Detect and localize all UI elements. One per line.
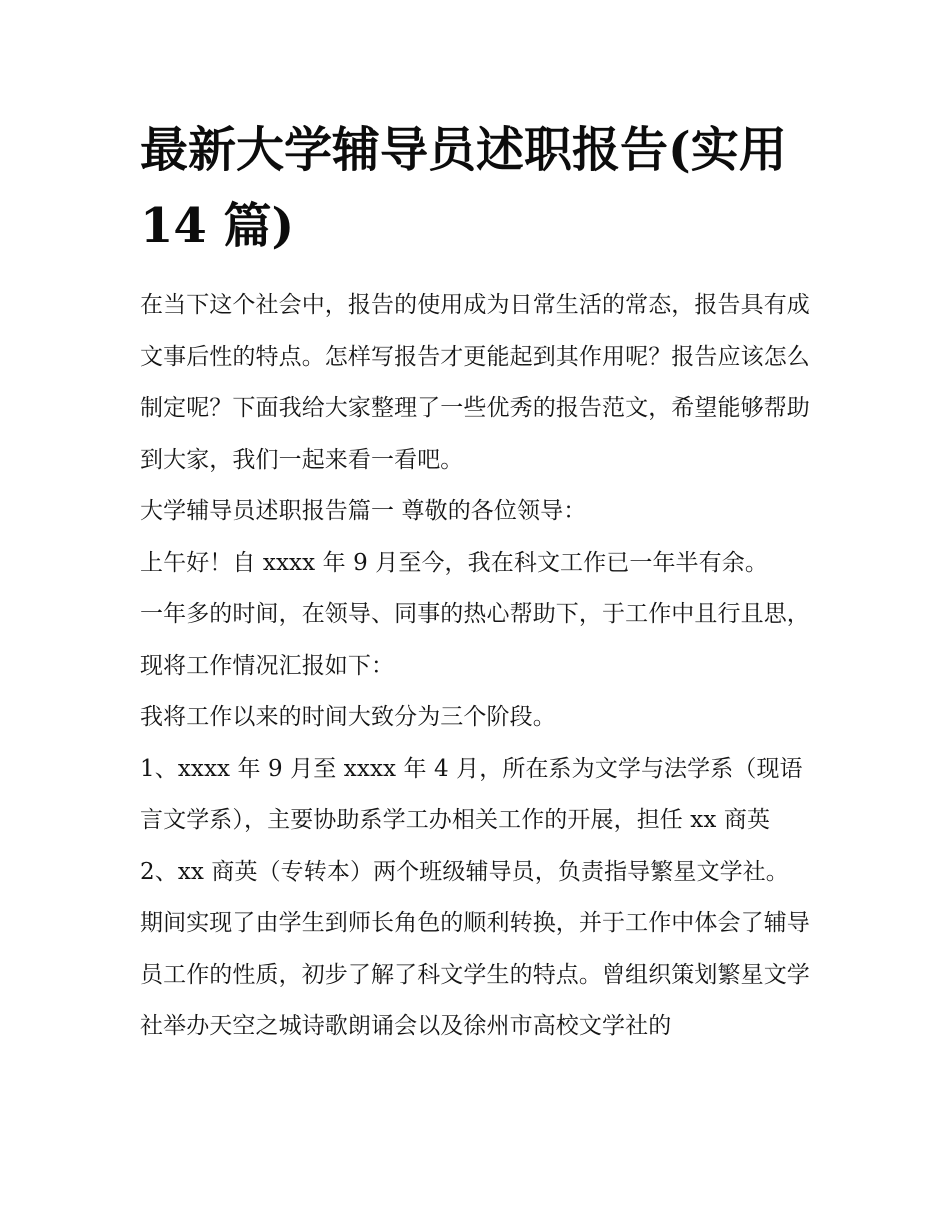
- paragraph-summary-intro: 一年多的时间，在领导、同事的热心帮助下，于工作中且行且思，现将工作情况汇报如下：: [140, 601, 810, 679]
- document-body: [140, 112, 812, 1053]
- paragraph-stage-one-detail: 期间实现了由学生到师长角色的顺利转换，并于工作中体会了辅导员工作的性质，初步了解了科文学生的特点。曾组织策划繁星文学社举办天空之城诗歌朗诵会以及徐州市高校文学社的: [140, 910, 810, 1039]
- paragraph-intro: 在当下这个社会中，报告的使用成为日常生活的常态，报告具有成文事后性的特点。怎样写报告才更能起到其作用呢？报告应该怎么制定呢？下面我给大家整理了一些优秀的报告范文，希望能够帮助到大家，我们一起来看一看吧。: [140, 292, 810, 473]
- paragraph-stage-one: 1、xxxx 年 9 月至 xxxx 年 4 月，所在系为文学与法学系（现语言文学系），主要协助系学工办相关工作的开展，担任 xx 商英 2、xx 商英（专转本）两个班级辅导员，负责指导繁星文学社。: [140, 755, 803, 885]
- paragraph-section-heading: 大学辅导员述职报告篇一 尊敬的各位领导：: [140, 498, 587, 524]
- paragraph-greeting: 上午好！自 xxxx 年 9 月至今，我在科文工作已一年半有余。: [140, 549, 768, 576]
- document-title: 最新大学辅导员述职报告(实用 14 篇): [140, 122, 787, 254]
- paragraph-stages: 我将工作以来的时间大致分为三个阶段。: [140, 704, 556, 730]
